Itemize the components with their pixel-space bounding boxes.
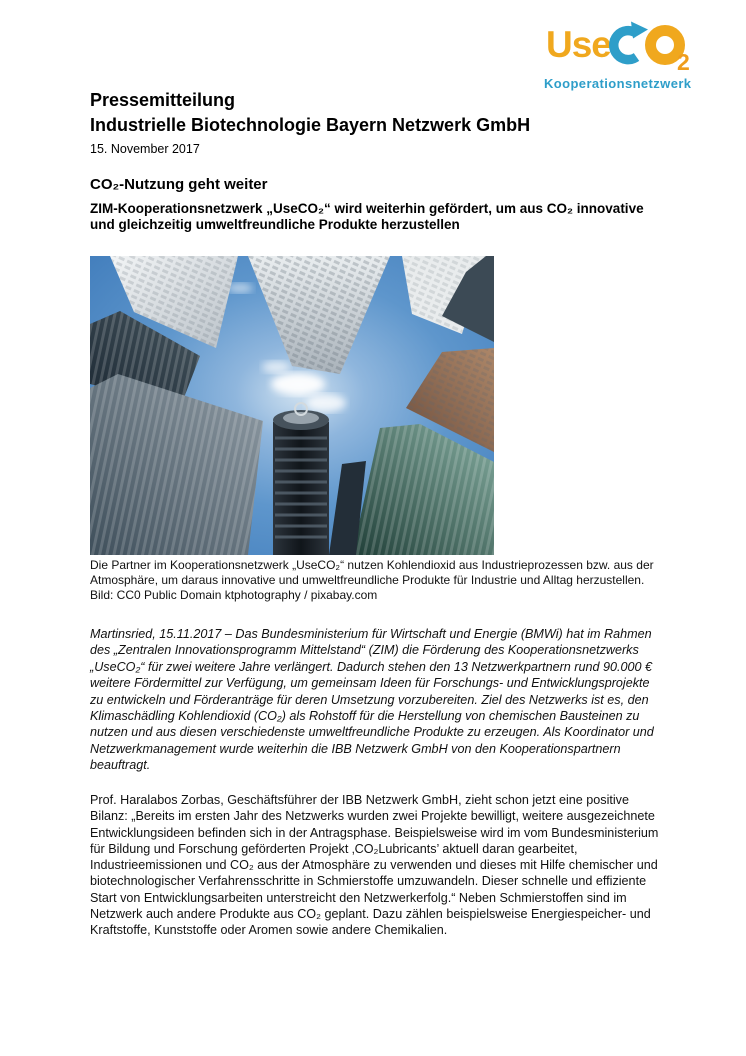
- subheadline: ZIM-Kooperationsnetzwerk „UseCO₂“ wird weiterhin gefördert, um aus CO₂ innovative und gleichzeitig umweltfreundliche Produkte herzustellen: [90, 201, 644, 232]
- logo-tagline: Kooperationsnetzwerk: [544, 76, 692, 91]
- logo-c-arrowhead-icon: [631, 22, 648, 39]
- useco2-logo-icon: [546, 16, 706, 74]
- logo-subscript-2: 2: [677, 49, 690, 74]
- lead-paragraph: Martinsried, 15.11.2017 – Das Bundesministerium für Wirtschaft und Energie (BMWi) hat im Rahmen des „Zentralen Innovationsprogramm Mittelstand“ (ZIM) die Förderung des Kooperationsnetzwerks „UseCO₂“ für zwei weitere Jahre verlängert. Dadurch stehen den 13 Netzwerkpartnern rund 90.000 € weitere Fördermittel zur Verfügung, um gemeinsam Ideen für Forschungs- und Entwicklungsprojekte zu entwickeln und Förderanträge für deren Umsetzung vorzubereiten. Ziel des Netzwerks ist es, den Klimaschädling Kohlendioxid (CO₂) als Rohstoff für die Herstellung von chemischen Bausteinen zu nutzen und aus diesen verschiedenste umweltfreundliche Produkte zu erzeugen. Als Koordinator und Netzwerkmanagement wurde weiterhin die IBB Netzwerk GmbH von den Kooperationspartnern beauftragt.: [90, 627, 654, 773]
- logo-use-text: Use: [546, 24, 611, 65]
- doc-title-line2: Industrielle Biotechnologie Bayern Netzwerk GmbH: [90, 115, 531, 135]
- logo-o-ring: [651, 31, 680, 60]
- doc-date: 15. November 2017: [90, 142, 200, 156]
- body-paragraph: Prof. Haralabos Zorbas, Geschäftsführer der IBB Netzwerk GmbH, zieht schon jetzt eine positive Bilanz: „Bereits im ersten Jahr des Netzwerks wurden zwei Projekte bewilligt, weitere ausgezeichnete Entwicklungsideen befinden sich in der Antragsphase. Beispielsweise wird im vom Bundesministerium für Bildung und Forschung geförderten Projekt ‚CO₂Lubricants’ aktuell daran gearbeitet, Industrieemissionen und CO₂ aus der Atmosphäre zu verwenden und dieses mit Hilfe chemischer und biotechnologischer Verfahrensschritte in Schmierstoffe umzuwandeln. Dieser schnelle und effiziente Start von Entwicklungsarbeiten unterstreicht den Netzwerkerfolg.“ Neben Schmierstoffen sind im Netzwerk auch andere Produkte aus CO₂ geplant. Dazu zählen beispielsweise Energiespeicher- und Kraftstoffe, Kunststoffe oder Aromen sowie andere Chemikalien.: [90, 793, 659, 938]
- doc-title: [90, 88, 670, 138]
- headline: CO₂-Nutzung geht weiter: [90, 176, 268, 193]
- building-center-round-tower: [273, 403, 329, 555]
- doc-title-line1: Pressemitteilung: [90, 90, 236, 110]
- skyscraper-photo: [90, 256, 494, 555]
- logo: [544, 16, 716, 91]
- photo-caption: Die Partner im Kooperationsnetzwerk „UseCO₂“ nutzen Kohlendioxid aus Industrieprozessen bzw. aus der Atmosphäre, um daraus innovative und umweltfreundliche Produkte für Industrie und Alltag herzustellen. Bild: CC0 Public Domain ktphotography / pixabay.com: [90, 558, 654, 602]
